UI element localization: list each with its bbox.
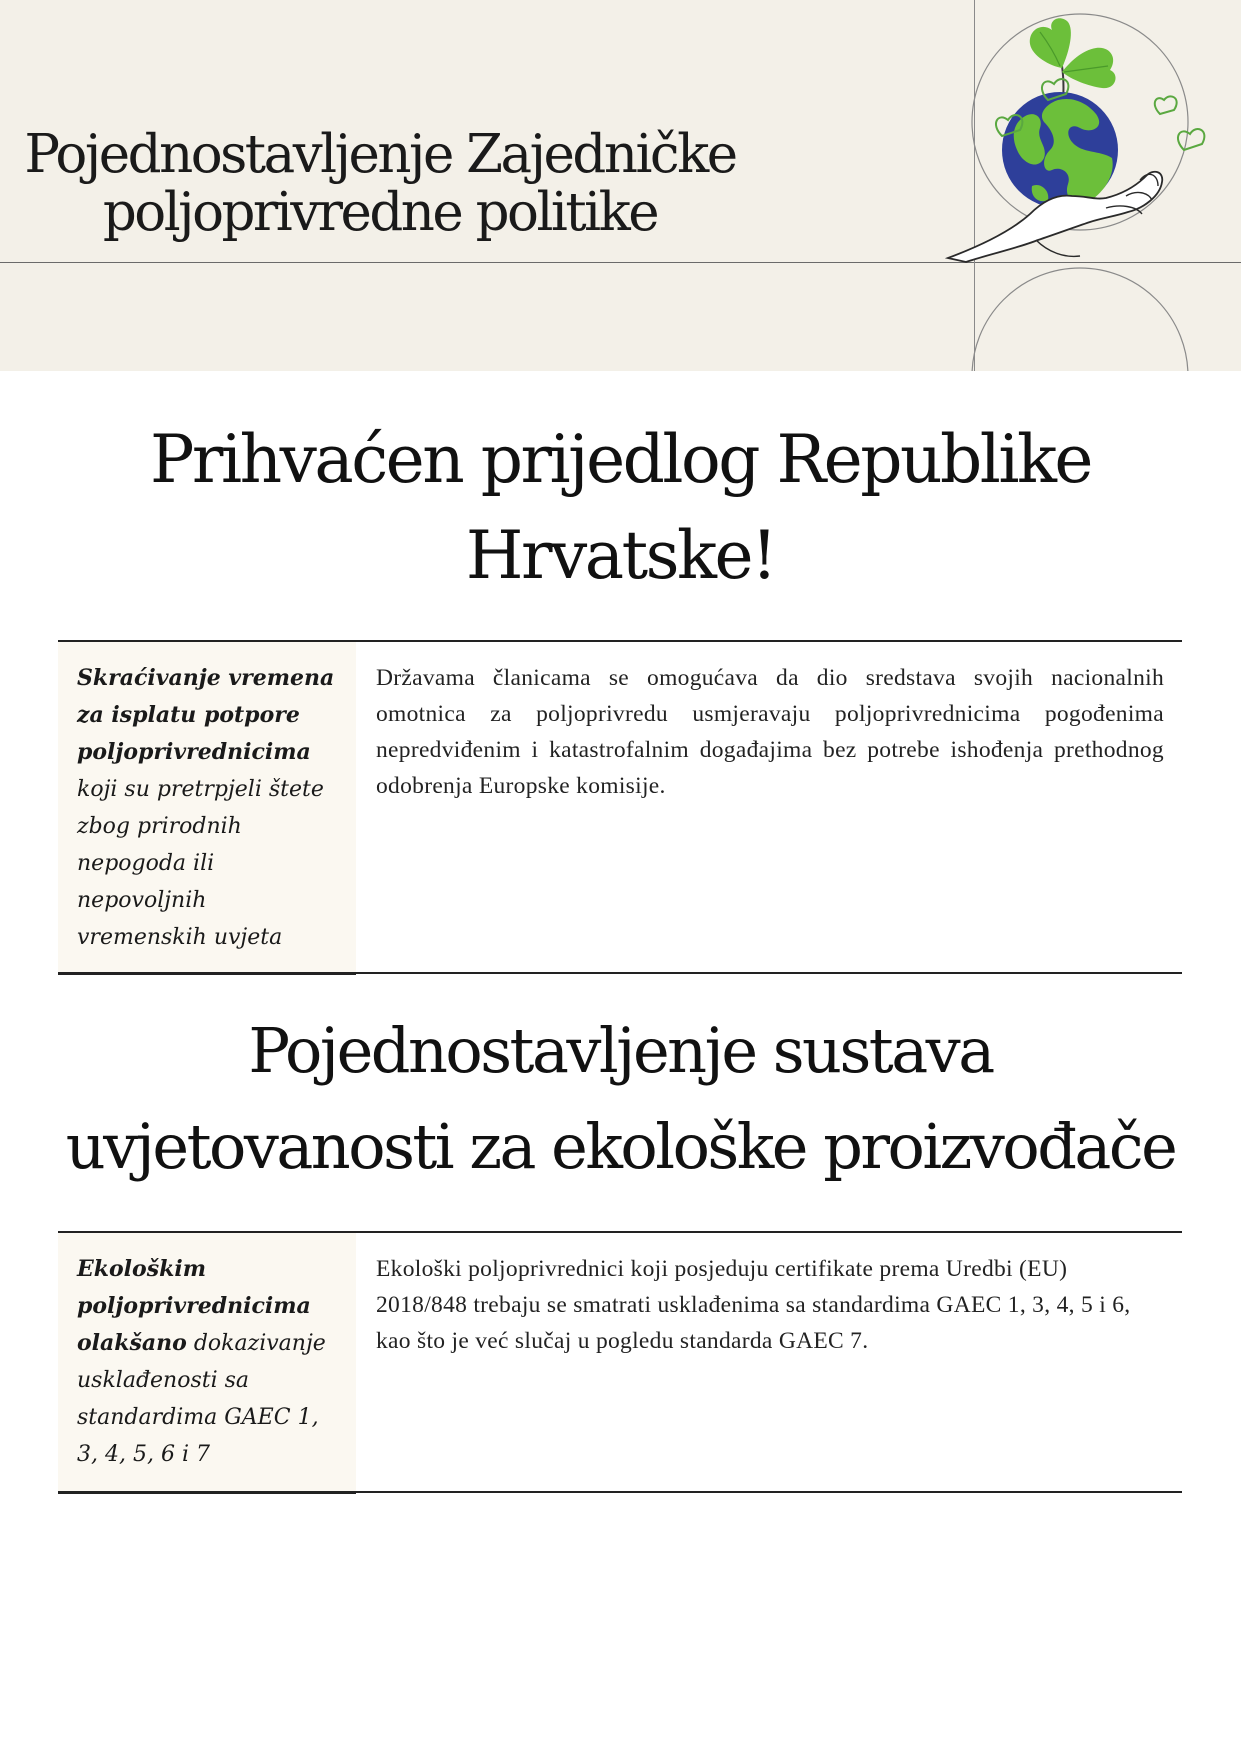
page-title-line1: Pojednostavljenje Zajedničke <box>24 124 736 185</box>
section2-summary-cell <box>58 1231 356 1494</box>
section2-heading-line1: Pojednostavljenje sustava <box>248 1014 993 1087</box>
section2-heading-line2: uvjetovanosti za ekološke proizvođače <box>65 1110 1176 1183</box>
section1-info-block <box>58 640 1182 974</box>
section2-body: Ekološki poljoprivrednici koji posjeduju certifikate prema Uredbi (EU) 2018/848 trebaju se smatrati usklađenima sa standardima GAEC 1, 3, 4, 5 i 6, kao što je već slučaj u pogledu standarda GAEC 7. <box>376 1256 1131 1354</box>
section2-body-cell <box>376 1251 1164 1359</box>
section1-summary-cell <box>58 640 356 975</box>
section2-info-block <box>58 1231 1182 1493</box>
section2-heading <box>40 1003 1201 1195</box>
section1-heading <box>40 412 1201 604</box>
page-title <box>0 126 760 242</box>
page-title-line2: poljoprivredne politike <box>102 182 658 243</box>
section2-summary-italic: dokazivanje usklađenosti sa standardima GAEC 1, 3, 4, 5, 6 i 7 <box>77 1331 326 1467</box>
section1-body-cell <box>376 660 1164 804</box>
section1-summary-bold: Skraćivanje vremena za isplatu potpore poljoprivrednicima <box>77 665 335 765</box>
section1-body: Državama članicama se omogućava da dio sredstava svojih nacionalnih omotnica za poljoprivredu usmjeravaju poljoprivrednicima pogođenima nepredviđenim i katastrofalnim događajima bez potrebe ishođenja prethodnog odobrenja Europske komisije. <box>376 665 1164 799</box>
section1-heading-line2: Hrvatske! <box>465 517 776 594</box>
section2-summary <box>77 1251 342 1473</box>
section1-summary <box>77 660 342 956</box>
section2-summary-bold: Ekološkim poljoprivrednicima olakšano <box>77 1256 311 1356</box>
section1-heading-line1: Prihvaćen prijedlog Republike <box>150 421 1091 498</box>
header-band <box>0 0 1241 371</box>
section1-summary-italic: koji su pretrpjeli štete zbog prirodnih nepogoda ili nepovoljnih vremenskih uvjeta <box>77 777 324 950</box>
hands-globe-icon <box>940 0 1241 371</box>
